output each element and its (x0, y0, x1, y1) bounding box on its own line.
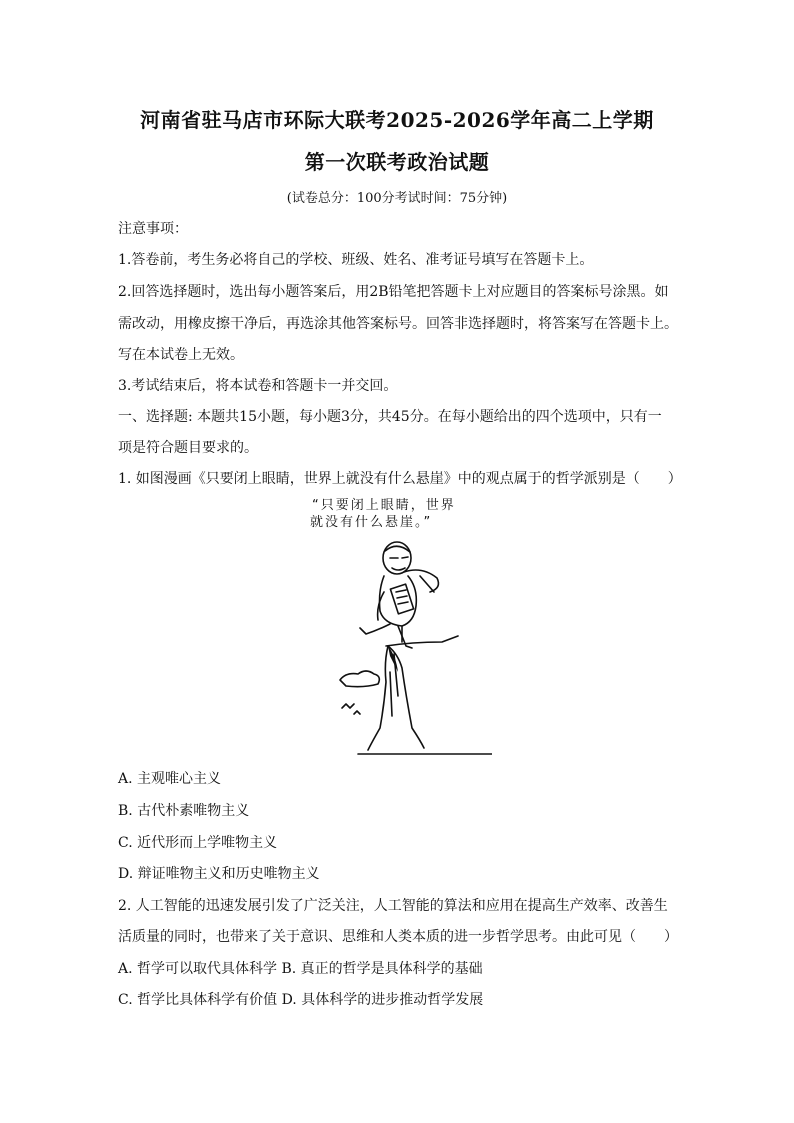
cartoon-caption-line-1: “只要闭上眼睛，世界 (312, 498, 456, 513)
cartoon-illustration (302, 496, 492, 758)
question-2-options-cd: C. 哲学比具体科学有价值 D. 具体科学的进步推动哲学发展 (118, 992, 484, 1008)
exam-info: (试卷总分：100分考试时间：75分钟) (286, 191, 508, 206)
note-item-2-line-2: 需改动，用橡皮擦干净后，再选涂其他答案标号。回答非选择题时，将答案写在答题卡上。 (118, 316, 678, 332)
page-title: 河南省驻马店市环际大联考2025-2026学年高二上学期 (140, 108, 654, 132)
cartoon-caption-line-2: 就没有什么悬崖。” (310, 515, 433, 530)
question-2-stem-line-2: 活质量的同时，也带来了关于意识、思维和人类本质的进一步哲学思考。由此可见（ ） (118, 929, 678, 945)
question-1-stem: 1. 如图漫画《只要闭上眼睛，世界上就没有什么悬崖》中的观点属于的哲学派别是（ ） (118, 471, 682, 487)
note-item-1: 1.答卷前，考生务必将自己的学校、班级、姓名、准考证号填写在答题卡上。 (118, 252, 594, 268)
page-subtitle: 第一次联考政治试题 (304, 150, 490, 174)
question-1-option-c: C. 近代形而上学唯物主义 (118, 835, 278, 851)
note-item-2-line-1: 2.回答选择题时，选出每小题答案后，用2B铅笔把答题卡上对应题目的答案标号涂黑。如 (118, 284, 669, 300)
question-2-options-ab: A. 哲学可以取代具体科学 B. 真正的哲学是具体科学的基础 (118, 961, 483, 977)
question-1-option-d: D. 辩证唯物主义和历史唯物主义 (118, 866, 320, 882)
section-heading-line-1: 一、选择题: 本题共15小题，每小题3分，共45分。在每小题给出的四个选项中，只有一 (118, 409, 662, 425)
note-item-3: 3.考试结束后，将本试卷和答题卡一并交回。 (118, 378, 398, 394)
question-1-option-a: A. 主观唯心主义 (118, 771, 222, 787)
question-2-stem-line-1: 2. 人工智能的迅速发展引发了广泛关注，人工智能的算法和应用在提高生产效率、改善生 (118, 898, 668, 914)
question-1-option-b: B. 古代朴素唯物主义 (118, 803, 250, 819)
notes-heading: 注意事项： (118, 221, 188, 237)
section-heading-line-2: 项是符合题目要求的。 (118, 440, 258, 456)
note-item-2-line-3: 写在本试卷上无效。 (118, 347, 244, 363)
